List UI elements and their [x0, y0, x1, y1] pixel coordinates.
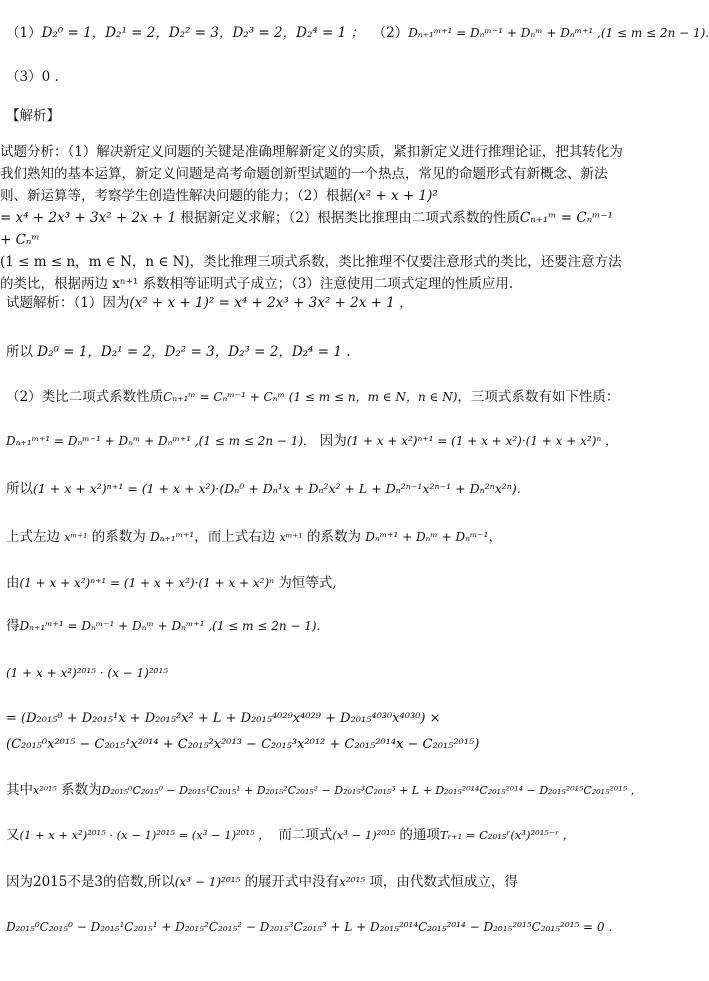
solution-9-math: (1 + x + x²)²⁰¹⁵ · (x − 1)²⁰¹⁵ [6, 666, 169, 680]
solution-6-b: 的系数为 [91, 529, 146, 545]
solution-line-1 [6, 294, 413, 312]
solution-13-math-3: Tᵣ₊₁ = C₂₀₁₅ʳ(x³)²⁰¹⁵⁻ʳ ， [439, 828, 575, 842]
solution-1-math: (x² + x + 1)² = x⁴ + 2x³ + 3x² + 2x + 1 ， [129, 295, 413, 311]
solution-line-4 [6, 432, 617, 450]
solution-line-6 [6, 528, 502, 547]
solution-14-b: 的展开式中没有 [244, 874, 340, 890]
solution-line-9 [6, 664, 168, 682]
solution-6-math-4: Dₙᵐ⁺¹ + Dₙᵐ + Dₙᵐ⁻¹ [365, 530, 489, 544]
solution-line-14 [6, 873, 518, 891]
solution-line-5 [6, 480, 521, 498]
solution-line-8 [6, 617, 320, 635]
solution-10-math: = (D₂₀₁₅⁰ + D₂₀₁₅¹x + D₂₀₁₅²x² + L + D₂₀₁₅⁴⁰²⁹x⁴⁰²⁹ + D₂₀₁₅⁴⁰³⁰x⁴⁰³⁰) × [6, 711, 441, 726]
solution-14-a: 因为2015不是3的倍数,所以 [6, 874, 175, 890]
solution-13-label: 又 [6, 827, 20, 843]
solution-4-math-2: (1 + x + x²)ⁿ⁺¹ = (1 + x + x²)·(1 + x + x²)ⁿ ， [346, 434, 618, 448]
solution-3-math: Cₙ₊₁ᵐ = Cₙᵐ⁻¹ + Cₙᵐ (1 ≤ m ≤ n，m ∈ N，n ∈ N) [163, 390, 458, 404]
solution-13-mid: 而二项式 [278, 827, 333, 843]
solution-6-c: ，而上式右边 [194, 529, 276, 545]
answer-2-math: Dₙ₊₁ᵐ⁺¹ = Dₙᵐ⁻¹ + Dₙᵐ + Dₙᵐ⁺¹ ,(1 ≤ m ≤ 2n − 1). [408, 26, 709, 40]
solution-line-11 [6, 735, 479, 754]
solution-14-math-2: x²⁰¹⁵ [339, 875, 366, 889]
analysis-math-2: = x⁴ + 2x³ + 3x² + 2x + 1 [0, 210, 177, 226]
solution-13-mid-2: 的通项 [399, 827, 440, 843]
solution-6-d: 的系数为 [306, 529, 361, 545]
answer-1-label: （1） [6, 25, 42, 41]
solution-6-math-3: xᵐ⁺¹ [279, 531, 303, 544]
solution-line-2 [6, 343, 351, 361]
analysis-text-1: 试题分析：（1）解决新定义问题的关键是准确理解新定义的实质，紧扣新定义进行推理论证，把其转化为我们熟知的基本运算，新定义问题是高考命题创新型试题的一个热点，常见的命题形式有新概念、新法则、新运算等，考察学生创造性解决问题的能力；（2）根据 [0, 144, 623, 204]
solution-7-math: (1 + x + x²)ⁿ⁺¹ = (1 + x + x²)·(1 + x + x²)ⁿ [19, 576, 275, 590]
answer-3: （3）0 . [6, 69, 59, 85]
solution-8-label: 得 [6, 618, 20, 634]
solution-4-mid: 因为 [319, 433, 347, 449]
analysis-heading: 【解析】 [6, 108, 60, 124]
solution-15-math: D₂₀₁₅⁰C₂₀₁₅⁰ − D₂₀₁₅¹C₂₀₁₅¹ + D₂₀₁₅²C₂₀₁₅² − D₂₀₁₅³C₂₀₁₅³ + L + D₂₀₁₅²⁰¹⁴C₂₀₁₅²⁰¹⁴ − D₂₀₁₅²⁰¹⁵C₂₀₁₅²⁰¹⁵ = 0 . [6, 920, 613, 934]
solution-5-label: 所以 [6, 481, 33, 497]
solution-1-label: 试题解析：（1）因为 [6, 295, 130, 311]
solution-3-tail: ，三项式系数有如下性质： [457, 389, 620, 405]
solution-12-label: 其中 [6, 782, 33, 798]
solution-6-math-2: Dₙ₊₁ᵐ⁺¹ [150, 530, 195, 544]
solution-13-math: (1 + x + x²)²⁰¹⁵ · (x − 1)²⁰¹⁵ = (x³ − 1)²⁰¹⁵ ， [19, 828, 270, 842]
analysis-math-3: Cₙ₊₁ᵐ = Cₙᵐ⁻¹ + Cₙᵐ [0, 210, 614, 248]
solution-7-tail: 为恒等式, [278, 575, 337, 591]
solution-6-a: 上式左边 [6, 529, 60, 545]
solution-line-15 [6, 918, 612, 936]
analysis-paragraph [0, 141, 625, 295]
answer-line-1 [6, 24, 709, 42]
solution-12-mid: 系数为 [61, 782, 102, 798]
solution-2-math: D₂⁰ = 1，D₂¹ = 2，D₂² = 3，D₂³ = 2，D₂⁴ = 1 . [37, 344, 351, 360]
solution-line-12 [6, 781, 642, 800]
solution-3-label: （2）类比二项式系数性质 [6, 389, 164, 405]
solution-line-3 [6, 388, 619, 406]
solution-6-math-1: xᵐ⁺¹ [64, 531, 88, 544]
solution-5-math: (1 + x + x²)ⁿ⁺¹ = (1 + x + x²)·(Dₙ⁰ + Dₙ¹x + Dₙ²x² + L + Dₙ²ⁿ⁻¹x²ⁿ⁻¹ + Dₙ²ⁿx²ⁿ). [33, 481, 521, 496]
solution-8-math: Dₙ₊₁ᵐ⁺¹ = Dₙᵐ⁻¹ + Dₙᵐ + Dₙᵐ⁺¹ ,(1 ≤ m ≤ 2n − 1). [19, 619, 321, 633]
solution-12-math: D₂₀₁₅⁰C₂₀₁₅⁰ − D₂₀₁₅¹C₂₀₁₅¹ + D₂₀₁₅²C₂₀₁₅² − D₂₀₁₅³C₂₀₁₅³ + L + D₂₀₁₅²⁰¹⁴C₂₀₁₅²⁰¹⁴ − D₂₀₁₅²⁰¹⁵C₂₀₁₅²⁰¹⁵ ， [101, 784, 642, 797]
answer-1-math: D₂⁰ = 1，D₂¹ = 2，D₂² = 3，D₂³ = 2，D₂⁴ = 1 ； [41, 25, 365, 41]
solution-line-13 [6, 826, 574, 844]
solution-6-e: ， [488, 529, 502, 545]
answer-2-label: （2） [372, 25, 409, 41]
solution-line-7 [6, 574, 337, 592]
analysis-math-1: (x² + x + 1)² [352, 188, 438, 204]
solution-12-math-1: x²⁰¹⁵ [33, 784, 57, 797]
solution-14-math-1: (x³ − 1)²⁰¹⁵ [174, 875, 241, 889]
solution-13-math-2: (x³ − 1)²⁰¹⁵ [332, 828, 396, 842]
solution-4-math: Dₙ₊₁ᵐ⁺¹ = Dₙᵐ⁻¹ + Dₙᵐ + Dₙᵐ⁺¹ ,(1 ≤ m ≤ 2n − 1). [6, 434, 307, 448]
analysis-text-2: 根据新定义求解；（2）根据类比推理由二项式系数的性质 [176, 210, 520, 226]
solution-2-label: 所以 [6, 344, 33, 360]
solution-11-math: (C₂₀₁₅⁰x²⁰¹⁵ − C₂₀₁₅¹x²⁰¹⁴ + C₂₀₁₅²x²⁰¹³ − C₂₀₁₅³x²⁰¹² + C₂₀₁₅²⁰¹⁴x − C₂₀₁₅²⁰¹⁵) [6, 737, 480, 752]
analysis-text-3: (1 ≤ m ≤ n，m ∈ N，n ∈ N)，类比推理三项式系数，类比推理不仅要注意形式的类比，还要注意方法的类比，根据两边 xⁿ⁺¹ 系数相等证明式子成立；（3）注意使用二项式定理的性质应用. [0, 254, 622, 292]
solution-7-label: 由 [6, 575, 20, 591]
solution-line-10 [6, 709, 441, 728]
solution-14-c: 项，由代数式恒成立，得 [369, 874, 518, 890]
